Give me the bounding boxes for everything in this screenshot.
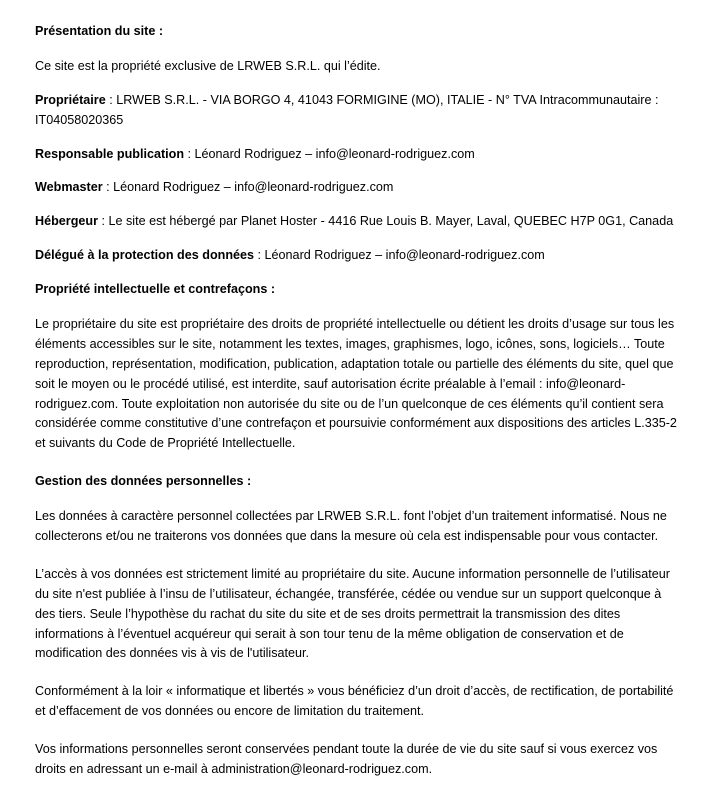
field-value-responsable-publication: : Léonard Rodriguez – info@leonard-rodriguez.com xyxy=(184,146,475,161)
field-label-proprietaire: Propriétaire xyxy=(35,92,106,107)
section-title-presentation: Présentation du site : xyxy=(35,24,164,38)
field-value-proprietaire: : LRWEB S.R.L. - VIA BORGO 4, 41043 FORMIGINE (MO), ITALIE - N° TVA Intracommunautaire : IT04058020365 xyxy=(35,92,659,127)
field-label-responsable-publication: Responsable publication xyxy=(35,146,185,161)
field-responsable-publication xyxy=(35,145,684,165)
paragraph-propriete-intellectuelle: Le propriétaire du site est propriétaire des droits de propriété intellectuelle ou détient les droits d’usage sur tous les éléments accessibles sur le site, notamment les textes, images, graphismes, logo, icônes, sons, logiciels… Toute reproduction, représentation, modification, publication, adaptation totale ou partielle des éléments du site, quel que soit le moyen ou le procédé utilisé, est interdite, sauf autorisation écrite préalable à l’email : info@leonard-rodriguez.com. Toute exploitation non autorisée du site ou de l’un quelconque de ces éléments qu’il contient sera considérée comme constitutive d’une contrefaçon et poursuivie conformément aux dispositions des articles L.335-2 et suivants du Code de Propriété Intellectuelle. xyxy=(35,317,677,451)
paragraph-donnees-3: Conformément à la loir « informatique et libertés » vous bénéficiez d’un droit d’accès, de rectification, de portabilité et d’effacement de vos données ou encore de limitation du traitement. xyxy=(35,684,674,719)
field-hebergeur xyxy=(35,212,684,232)
field-value-webmaster: : Léonard Rodriguez – info@leonard-rodriguez.com xyxy=(102,180,394,195)
paragraph-donnees-2: L’accès à vos données est strictement limité au propriétaire du site. Aucune information personnelle de l’utilisateur du site n'est publiée à l’insu de l’utilisateur, échangée, transférée, cédée ou vendue sur un support quelconque à des tiers. Seule l’hypothèse du rachat du site du site et de ses droits permettrait la transmission des dites informations à l’éventuel acquéreur qui serait à son tour tenu de la même obligation de conservation et de modification des données vis à vis de l'utilisateur. xyxy=(35,566,670,661)
section-title-propriete-intellectuelle: Propriété intellectuelle et contrefaçons : xyxy=(35,282,276,297)
field-value-hebergeur: : Le site est hébergé par Planet Hoster - 4416 Rue Louis B. Mayer, Laval, QUEBEC H7P 0G1, Canada xyxy=(98,214,674,229)
field-label-hebergeur: Hébergeur xyxy=(35,214,98,229)
section-title-gestion-donnees: Gestion des données personnelles : xyxy=(35,474,252,489)
field-proprietaire xyxy=(35,91,684,131)
paragraph-donnees-4: Vos informations personnelles seront conservées pendant toute la durée de vie du site sauf si vous exercez vos droits en adressant un e-mail à administration@leonard-rodriguez.com. xyxy=(35,742,658,777)
paragraph-donnees-1: Les données à caractère personnel collectées par LRWEB S.R.L. font l’objet d’un traitement informatisé. Nous ne collecterons et/ou ne traiterons vos données que dans la mesure où cela est indispensable pour vous contacter. xyxy=(35,509,667,544)
field-value-delegue-protection-donnees: : Léonard Rodriguez – info@leonard-rodriguez.com xyxy=(254,248,545,263)
field-label-delegue-protection-donnees: Délégué à la protection des données xyxy=(35,248,255,263)
field-delegue-protection-donnees xyxy=(35,246,684,266)
paragraph-intro: Ce site est la propriété exclusive de LRWEB S.R.L. qui l’édite. xyxy=(35,58,381,73)
field-label-webmaster: Webmaster xyxy=(35,180,103,195)
field-webmaster xyxy=(35,178,684,198)
